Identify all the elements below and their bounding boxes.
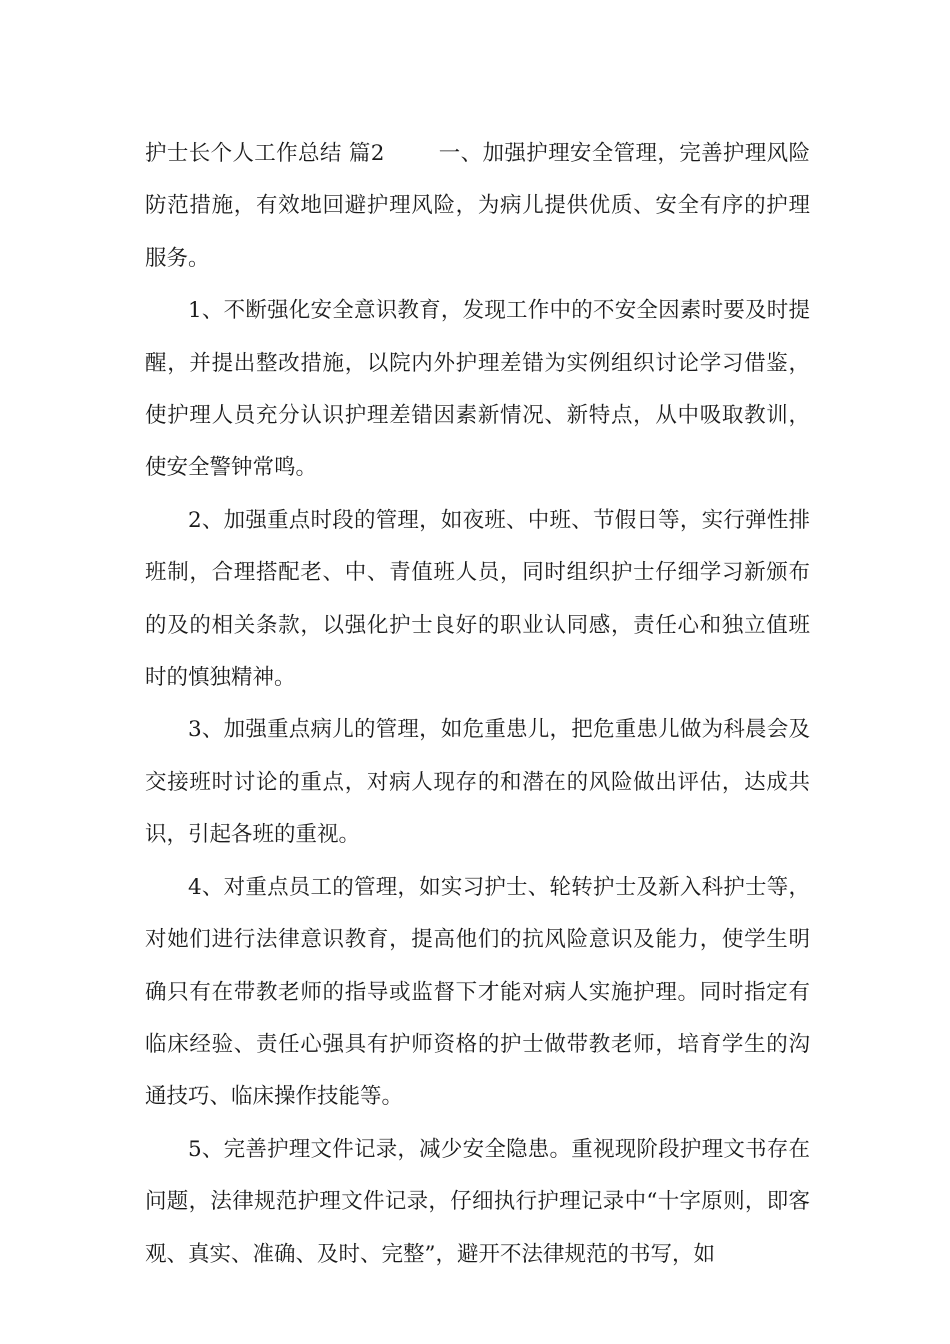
intro-paragraph [145,128,810,285]
document-body [145,128,810,1281]
paragraph-4: 4、对重点员工的管理，如实习护士、轮转护士及新入科护士等，对她们进行法律意识教育，提高他们的抗风险意识及能力，使学生明确只有在带教老师的指导或监督下才能对病人实施护理。同时指定有临床经验、责任心强具有护师资格的护士做带教老师，培育学生的沟通技巧、临床操作技能等。 [145,874,810,1110]
paragraph-5: 5、完善护理文件记录，减少安全隐患。重视现阶段护理文书存在问题，法律规范护理文件记录，仔细执行护理记录中“十字原则，即客观、真实、准确、及时、完整”，避开不法律规范的书写，如 [145,1136,810,1267]
section-heading-1: 一、加强护理安全管理，完善护理风险防范措施，有效地回避护理风险，为病儿提供优质、安全有序的护理服务。 [145,141,810,271]
document-title: 护士长个人工作总结 篇2 [145,141,385,166]
paragraph-1: 1、不断强化安全意识教育，发现工作中的不安全因素时要及时提醒，并提出整改措施，以院内外护理差错为实例组织讨论学习借鉴，使护理人员充分认识护理差错因素新情况、新特点，从中吸取教训，使安全警钟常鸣。 [145,298,810,481]
paragraph-2: 2、加强重点时段的管理，如夜班、中班、节假日等，实行弹性排班制，合理搭配老、中、青值班人员，同时组织护士仔细学习新颁布的及的相关条款，以强化护士良好的职业认同感，责任心和独立值班时的慎独精神。 [145,507,810,691]
paragraph-3: 3、加强重点病儿的管理，如危重患儿，把危重患儿做为科晨会及交接班时讨论的重点，对病人现存的和潜在的风险做出评估，达成共识，引起各班的重视。 [145,717,810,848]
